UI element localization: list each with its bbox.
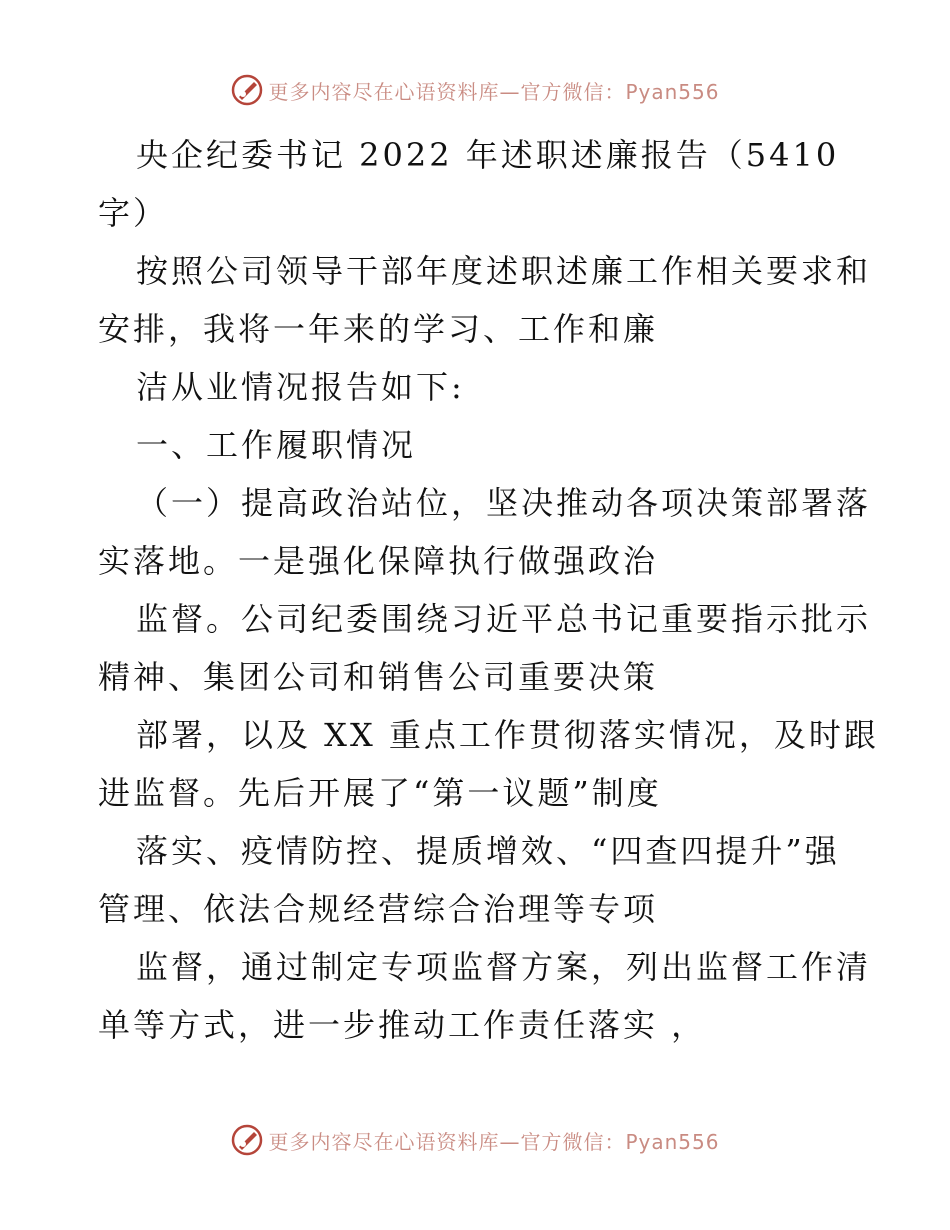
paragraph-line: 安排，我将一年来的学习、工作和廉 bbox=[98, 310, 659, 348]
paragraph-line: 洁从业情况报告如下: bbox=[136, 368, 465, 406]
paragraph-line: 单等方式，进一步推动工作责任落实 ， bbox=[98, 1006, 707, 1044]
document-title-cont: 字） bbox=[98, 194, 169, 232]
paragraph-line: （一）提高政治站位，坚决推动各项决策部署落 bbox=[136, 484, 872, 522]
logo-icon bbox=[230, 1123, 264, 1157]
section-heading: 一、工作履职情况 bbox=[136, 426, 417, 464]
document-body bbox=[98, 126, 879, 1054]
paragraph-line: 监督，通过制定专项监督方案，列出监督工作清 bbox=[136, 948, 872, 986]
watermark-footer bbox=[0, 1120, 950, 1160]
paragraph-line: 进监督。先后开展了“第一议题”制度 bbox=[98, 774, 662, 812]
paragraph-line: 管理、依法合规经营综合治理等专项 bbox=[98, 890, 659, 928]
watermark-header bbox=[0, 70, 950, 110]
paragraph-line: 实落地。一是强化保障执行做强政治 bbox=[98, 542, 659, 580]
paragraph-line: 部署，以及 XX 重点工作贯彻落实情况，及时跟 bbox=[136, 716, 879, 754]
paragraph-line: 监督。公司纪委围绕习近平总书记重要指示批示 bbox=[136, 600, 872, 638]
document-title: 央企纪委书记 2022 年述职述廉报告（5410 bbox=[136, 136, 840, 174]
paragraph-line: 落实、疫情防控、提质增效、“四查四提升”强 bbox=[136, 832, 840, 870]
paragraph-line: 按照公司领导干部年度述职述廉工作相关要求和 bbox=[136, 252, 872, 290]
watermark-text: 更多内容尽在心语资料库—官方微信：Pyan556 bbox=[268, 1129, 720, 1154]
logo-icon bbox=[230, 73, 264, 107]
watermark-text: 更多内容尽在心语资料库—官方微信：Pyan556 bbox=[268, 79, 720, 104]
paragraph-line: 精神、集团公司和销售公司重要决策 bbox=[98, 658, 659, 696]
